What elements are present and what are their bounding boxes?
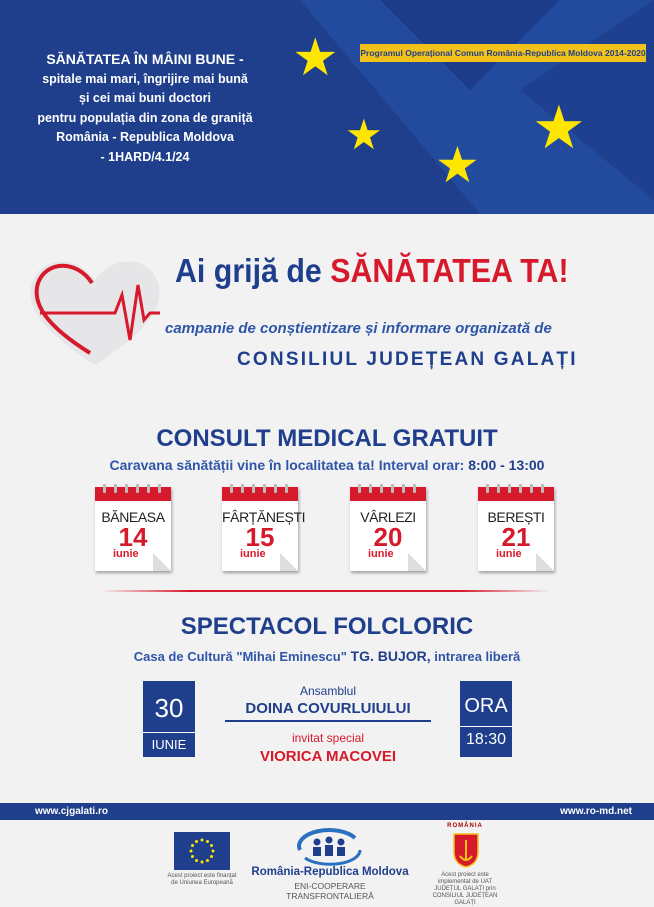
eu-star xyxy=(206,859,209,862)
ring-icon xyxy=(241,484,244,493)
calendar-0 xyxy=(95,487,171,571)
eu-star xyxy=(195,859,198,862)
ring-icon xyxy=(358,484,361,493)
ring-icon xyxy=(497,484,500,493)
hours: 8:00 - 13:00 xyxy=(468,457,545,473)
desc-line: și cei mai buni doctori xyxy=(79,91,211,105)
guest-name: VIORICA MACOVEI xyxy=(259,748,397,765)
romd-program-logo xyxy=(295,828,365,868)
organizer: CONSILIUL JUDEȚEAN GALAȚI xyxy=(237,349,578,370)
star-icon: ★ xyxy=(532,94,586,161)
romd-link[interactable]: www.ro-md.net xyxy=(560,806,632,817)
calendar-2 xyxy=(350,487,426,571)
ring-icon xyxy=(263,484,266,493)
star-icon: ★ xyxy=(345,111,383,158)
program-label: Programul Operațional Comun România-Republica Moldova 2014-2020 xyxy=(360,44,646,62)
ring-icon xyxy=(380,484,383,493)
calendar-1 xyxy=(222,487,306,571)
ora-label: ORA xyxy=(464,695,508,717)
guest-label: invitat special xyxy=(291,731,365,745)
caravan-text: Caravana sănătății vine în localitatea ta! Interval orar: xyxy=(109,457,469,473)
ring-icon xyxy=(125,484,128,493)
ring-icon xyxy=(147,484,150,493)
ring-icon xyxy=(114,484,117,493)
eu-star xyxy=(210,844,213,847)
calendar-place: BEREȘTI xyxy=(487,509,545,525)
ring-icon xyxy=(402,484,405,493)
campaign-subtitle: campanie de conștientizare și informare organizată de xyxy=(165,320,552,337)
consult-title: CONSULT MEDICAL GRATUIT xyxy=(156,425,498,452)
program-name: România-Republica Moldova xyxy=(251,866,409,878)
coat-title: ROMÂNIA xyxy=(447,823,483,829)
heart-pulse-logo xyxy=(20,245,170,375)
page-curl xyxy=(536,553,554,571)
ring-icon xyxy=(369,484,372,493)
header-banner xyxy=(0,0,654,214)
project-title: SĂNĂTATEA ÎN MÂINI BUNE - xyxy=(46,51,244,67)
divider xyxy=(100,590,550,592)
star-icon: ★ xyxy=(292,29,339,87)
calendar-month: iunie xyxy=(368,548,394,560)
ring-icon xyxy=(230,484,233,493)
project-code: - 1HARD/4.1/24 xyxy=(100,149,190,164)
footer-bar xyxy=(0,803,654,820)
desc-line: pentru populația din zona de graniță xyxy=(37,110,253,125)
caravan-info xyxy=(0,457,654,473)
eu-star xyxy=(190,850,193,853)
date-box xyxy=(143,681,195,757)
ring-icon xyxy=(530,484,533,493)
program-sub: ENI-COOPERARE TRANSFRONTALIERĂ xyxy=(286,881,374,901)
ensemble-label: Ansamblul xyxy=(299,684,357,698)
calendar-month: iunie xyxy=(240,548,266,560)
venue-town: TG. BUJOR, xyxy=(350,648,431,664)
venue xyxy=(0,648,654,664)
show-title: SPECTACOL FOLCLORIC xyxy=(180,613,474,640)
ring-icon xyxy=(158,484,161,493)
venue-entry: intrarea liberă xyxy=(430,649,521,664)
ensemble-name: DOINA COVURLUIULUI xyxy=(225,700,431,722)
ring-icon xyxy=(391,484,394,493)
ring-icon xyxy=(252,484,255,493)
eu-star xyxy=(206,840,209,843)
campaign-title xyxy=(175,252,569,290)
coat-note: Acest proiect este implementat de UAT JUDEȚUL GALAȚI prin CONSILIUL JUDEȚEAN GALAȚI xyxy=(432,872,498,906)
calendar-month: iunie xyxy=(496,548,522,560)
title-red: SĂNĂTATEA TA! xyxy=(330,252,569,289)
ring-icon xyxy=(285,484,288,493)
project-description xyxy=(20,50,270,167)
ring-icon xyxy=(486,484,489,493)
desc-line: România - Republica Moldova xyxy=(56,130,234,144)
ring-icon xyxy=(541,484,544,493)
eu-star xyxy=(191,844,194,847)
page-curl xyxy=(408,553,426,571)
eu-star xyxy=(212,850,215,853)
calendar-header xyxy=(95,487,171,501)
calendar-day: 20 xyxy=(373,522,403,552)
calendar-header xyxy=(350,487,426,501)
venue-name: Casa de Cultură "Mihai Eminescu" xyxy=(133,649,351,664)
calendar-place: FÂRȚĂNEȘTI xyxy=(222,509,306,525)
page-curl xyxy=(280,553,298,571)
calendar-place: BĂNEASA xyxy=(101,509,165,525)
ring-icon xyxy=(508,484,511,493)
eu-note: Acest proiect este finanțat de Uniunea Europeană xyxy=(167,873,237,886)
desc-line: spitale mai mari, îngrijire mai bună xyxy=(42,71,248,86)
time-box xyxy=(460,681,512,757)
calendar-place: VÂRLEZI xyxy=(360,509,416,525)
ring-icon xyxy=(103,484,106,493)
page-curl xyxy=(153,553,171,571)
calendar-day: 21 xyxy=(501,522,531,552)
eu-star xyxy=(201,839,204,842)
eu-star xyxy=(201,861,204,864)
ring-icon xyxy=(274,484,277,493)
eu-star xyxy=(195,840,198,843)
show-time: 18:30 xyxy=(460,726,512,749)
show-day: 30 xyxy=(154,693,184,723)
cjgalati-link[interactable]: www.cjgalati.ro xyxy=(35,806,108,817)
eu-star xyxy=(210,855,213,858)
calendar-header xyxy=(222,487,298,501)
calendar-header xyxy=(478,487,554,501)
ring-icon xyxy=(136,484,139,493)
ring-icon xyxy=(519,484,522,493)
calendar-month: iunie xyxy=(113,548,139,560)
ring-icon xyxy=(413,484,416,493)
star-icon: ★ xyxy=(435,137,480,193)
galati-coat-of-arms xyxy=(452,832,480,868)
eu-flag-logo xyxy=(174,832,230,870)
calendar-3 xyxy=(478,487,554,571)
calendar-day: 15 xyxy=(245,522,275,552)
calendar-day: 14 xyxy=(118,522,148,552)
title-blue: Ai grijă de xyxy=(175,252,331,289)
show-month: IUNIE xyxy=(143,732,195,752)
eu-star xyxy=(191,855,194,858)
